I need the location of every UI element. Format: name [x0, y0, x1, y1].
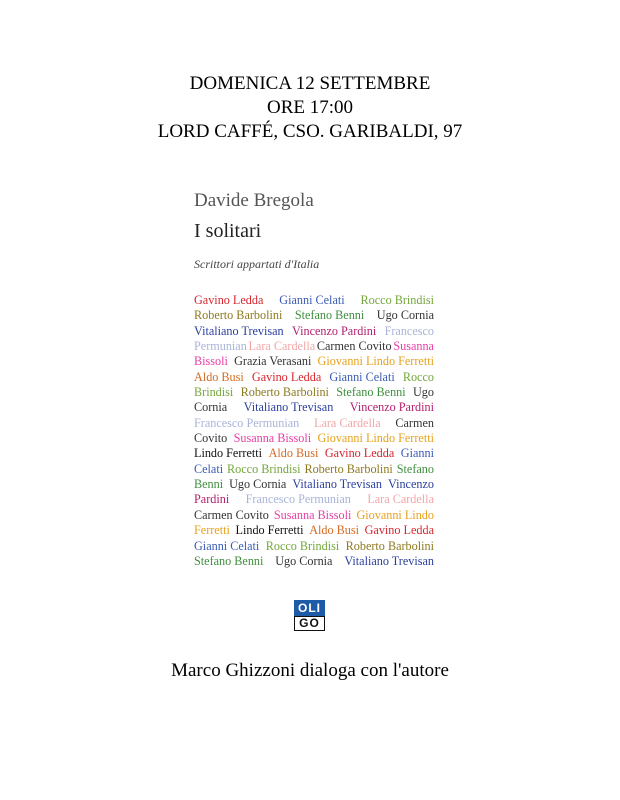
author-name: Lindo Ferretti — [194, 446, 263, 461]
author-name: Grazia Verasani — [234, 354, 312, 369]
name-line — [194, 385, 434, 400]
author-name: Francesco Permunian — [194, 415, 300, 430]
author-name: Covito — [194, 431, 228, 446]
footer-text: Marco Ghizzoni dialoga con l'autore — [171, 660, 449, 681]
author-name: Permunian — [194, 339, 247, 354]
name-line — [194, 462, 434, 477]
author-name: Gavino Ledda — [364, 523, 434, 538]
author-name: Lara Cardella — [367, 492, 434, 507]
name-line — [194, 508, 434, 523]
event-venue: LORD CAFFÉ, CSO. GARIBALDI, 97 — [157, 121, 463, 142]
name-line — [194, 539, 434, 554]
author-name: Stefano Benni — [336, 385, 406, 400]
name-line — [194, 308, 434, 323]
author-name: Pardini — [194, 492, 230, 507]
name-line — [194, 523, 434, 538]
author-name: Giovanni Lindo Ferretti — [317, 354, 434, 369]
author-name: Ugo Cornia — [376, 308, 434, 323]
name-line — [194, 492, 434, 507]
name-line — [194, 339, 434, 354]
author-name: Vitaliano Trevisan — [194, 323, 284, 338]
book-title: I solitari — [194, 220, 262, 242]
name-line — [194, 477, 434, 492]
author-name: Aldo Busi — [309, 523, 359, 538]
author-name: Gavino Ledda — [194, 293, 264, 307]
author-name: Roberto Barbolini — [345, 538, 434, 553]
publisher-logo-bottom: GO — [294, 616, 325, 631]
name-line — [194, 324, 434, 339]
author-name: Benni — [194, 477, 224, 492]
author-name: Gavino Ledda — [324, 446, 395, 461]
author-name: Roberto Barbolini — [240, 385, 329, 400]
author-name: Susanna Bissoli — [273, 507, 352, 522]
author-name: Brindisi — [194, 385, 234, 400]
event-date: DOMENICA 12 SETTEMBRE — [189, 73, 431, 94]
author-name: Ugo — [412, 385, 434, 400]
author-name: Rocco Brindisi — [360, 293, 434, 307]
author-name: Carmen Covito — [316, 339, 392, 354]
author-name: Giovanni Lindo — [356, 507, 434, 522]
author-name: Susanna Bissoli — [233, 431, 312, 446]
event-header — [0, 72, 620, 144]
name-line — [194, 554, 434, 569]
book-subtitle: Scrittori appartati d'Italia — [194, 257, 320, 271]
author-name: Giovanni Lindo Ferretti — [317, 431, 434, 446]
book-author: Davide Bregola — [194, 190, 314, 211]
author-name: Aldo Busi — [194, 369, 244, 384]
author-name: Gavino Ledda — [251, 369, 322, 384]
author-name: Bissoli — [194, 354, 228, 369]
author-name: Roberto Barbolini — [194, 308, 283, 323]
name-line — [194, 446, 434, 461]
author-name: Aldo Busi — [268, 446, 319, 461]
author-name: Celati — [194, 461, 224, 476]
author-name: Lara Cardella — [248, 339, 316, 354]
name-line — [194, 431, 434, 446]
author-name: Carmen — [395, 415, 434, 430]
author-name: Rocco — [402, 369, 434, 384]
publisher-logo — [294, 600, 325, 631]
author-name: Vitaliano Trevisan — [344, 553, 434, 568]
author-name: Ugo Cornia — [229, 477, 287, 492]
author-name: Stefano — [396, 461, 434, 476]
author-name: Rocco Brindisi — [265, 538, 340, 553]
author-name: Rocco Brindisi — [227, 461, 301, 476]
author-name: Vincenzo Pardini — [292, 323, 377, 338]
author-name: Stefano Benni — [194, 553, 264, 568]
author-name: Gianni — [400, 446, 434, 461]
author-name: Lindo Ferretti — [235, 523, 304, 538]
author-name: Gianni Celati — [194, 538, 260, 553]
book-cover — [194, 190, 434, 580]
event-time: ORE 17:00 — [266, 97, 354, 118]
author-name: Vincenzo Pardini — [349, 400, 434, 415]
name-line — [194, 354, 434, 369]
name-line — [194, 400, 434, 415]
author-name: Ugo Cornia — [275, 553, 333, 568]
author-name: Vitaliano Trevisan — [243, 400, 334, 415]
name-line — [194, 416, 434, 431]
name-line — [194, 293, 434, 308]
author-names-list — [194, 293, 434, 569]
author-name: Gianni Celati — [279, 293, 345, 307]
author-name: Lara Cardella — [314, 415, 381, 430]
author-name: Gianni Celati — [329, 369, 395, 384]
name-line — [194, 370, 434, 385]
author-name: Ferretti — [194, 523, 230, 538]
author-name: Carmen Covito — [194, 507, 269, 522]
author-name: Vitaliano Trevisan — [292, 477, 382, 492]
author-name: Francesco Permunian — [245, 492, 351, 507]
author-name: Vincenzo — [388, 477, 434, 492]
publisher-logo-top: OLI — [294, 600, 325, 616]
author-name: Cornia — [194, 400, 228, 415]
author-name: Francesco — [384, 323, 434, 338]
author-name: Roberto Barbolini — [304, 461, 393, 476]
author-name: Susanna — [393, 339, 434, 354]
author-name: Stefano Benni — [294, 308, 365, 323]
